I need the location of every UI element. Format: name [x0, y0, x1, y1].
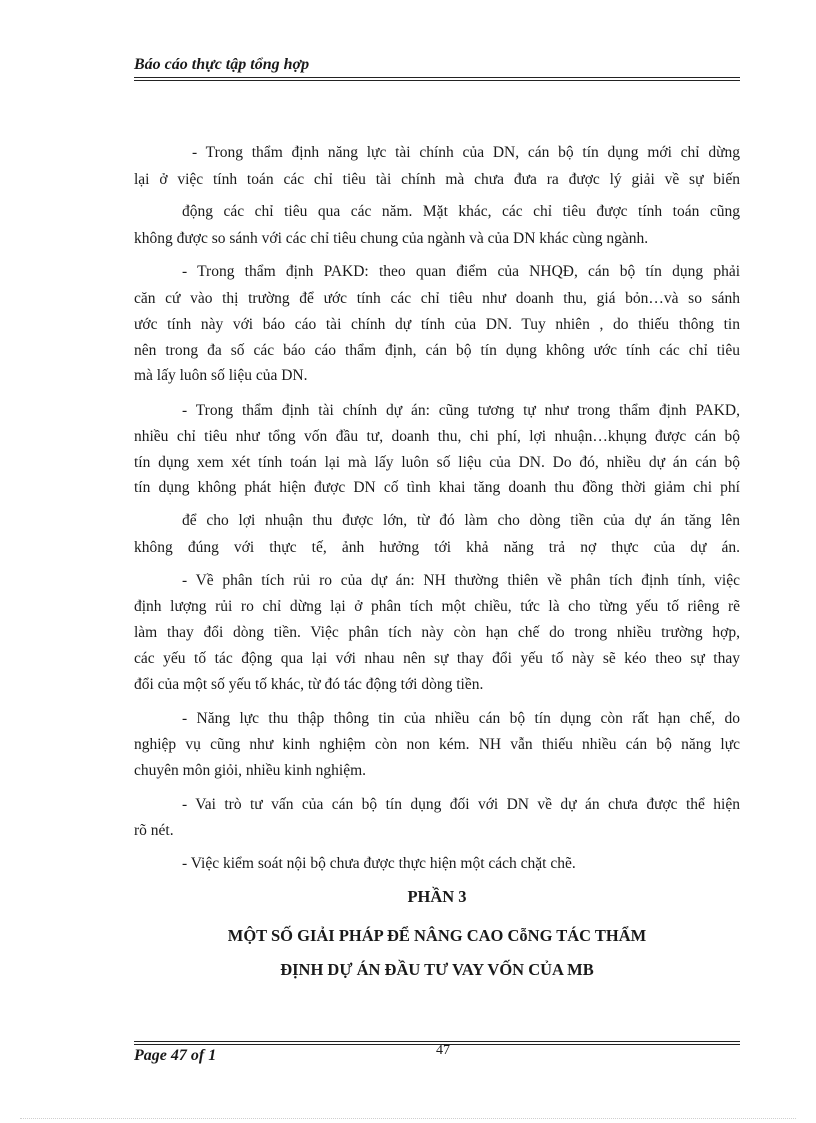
body-line: nghiệp vụ cũng như kinh nghiệm còn non kém. NH vẫn thiếu nhiều cán bộ năng lực: [134, 736, 740, 753]
body-line: định lượng rủi ro chỉ dừng lại ở phân tích một chiều, tức là cho từng yếu tố riêng rẽ: [134, 598, 740, 615]
body-line: nên trong đa số các báo cáo thẩm định, cán bộ tín dụng không ước tính các chỉ tiêu: [134, 342, 740, 359]
section-title-line1: MỘT SỐ GIẢI PHÁP ĐỂ NÂNG CAO CỗNG TÁC THẨM: [227, 926, 647, 945]
body-line: - Trong thẩm định tài chính dự án: cũng tương tự như trong thẩm định PAKD,: [182, 402, 740, 419]
body-line: - Việc kiểm soát nội bộ chưa được thực hiện một cách chặt chẽ.: [182, 855, 576, 872]
footer-rule-top: [134, 1041, 740, 1042]
page-boundary: [20, 1118, 796, 1119]
body-line: - Trong thẩm định năng lực tài chính của DN, cán bộ tín dụng mới chỉ dừng: [192, 144, 740, 161]
body-line: mà lấy luôn số liệu của DN.: [134, 367, 308, 384]
body-line: - Về phân tích rủi ro của dự án: NH thường thiên về phân tích định tính, việc: [182, 572, 740, 589]
body-line: - Vai trò tư vấn của cán bộ tín dụng đối với DN về dự án chưa được thể hiện: [182, 796, 740, 813]
section-title-line2: ĐỊNH DỰ ÁN ĐẦU TƯ VAY VỐN CỦA MB: [280, 960, 594, 979]
body-line: không được so sánh với các chỉ tiêu chung của ngành và của DN khác cùng ngành.: [134, 230, 649, 247]
body-line: căn cứ vào thị trường để ước tính các chỉ tiêu như doanh thu, giá bỏn…và so sánh: [134, 290, 740, 307]
body-line: các yếu tố tác động qua lại với nhau nên sự thay đổi yếu tố này sẽ kéo theo sự thay: [134, 650, 740, 667]
body-line: không đúng với thực tế, ảnh hưởng tới khả năng trả nợ thực của dự án.: [134, 539, 740, 556]
body-line: tín dụng xem xét tính toán lại mà lấy luôn số liệu của DN. Do đó, nhiều dự án cán bộ: [134, 454, 740, 471]
body-line: làm thay đổi dòng tiền. Việc phân tích này còn hạn chế do trong nhiều trường hợp,: [134, 624, 740, 641]
header-title: Báo cáo thực tập tổng hợp: [134, 56, 310, 73]
body-line: động các chỉ tiêu qua các năm. Mặt khác, các chỉ tiêu được tính toán cũng: [182, 203, 740, 220]
header-rule-top: [134, 77, 740, 78]
body-line: tín dụng không phát hiện được DN cố tình khai tăng doanh thu đồng thời giảm chi phí: [134, 479, 740, 496]
body-line: đổi của một số yếu tố khác, từ đó tác động tới dòng tiền.: [134, 676, 484, 693]
body-line: lại ở việc tính toán các chỉ tiêu tài chính mà chưa đưa ra được lý giải về sự biến: [134, 171, 740, 188]
header-rule-bottom: [134, 80, 740, 81]
body-line: nhiều chỉ tiêu như tổng vốn đầu tư, doanh thu, chi phí, lợi nhuận…khụng được cán bộ: [134, 428, 740, 445]
part-label: PHẦN 3: [407, 887, 467, 906]
body-line: - Năng lực thu thập thông tin của nhiều cán bộ tín dụng còn rất hạn chế, do: [182, 710, 740, 727]
page-number: 47: [436, 1043, 450, 1058]
body-line: ước tính này với báo cáo tài chính dự tính của DN. Tuy nhiên , do thiếu thông tin: [134, 316, 740, 333]
footer-page-label: Page 47 of 1: [134, 1047, 217, 1064]
body-line: rõ nét.: [134, 822, 174, 839]
body-line: - Trong thẩm định PAKD: theo quan điểm của NHQĐ, cán bộ tín dụng phải: [182, 263, 740, 280]
body-line: để cho lợi nhuận thu được lớn, từ đó làm cho dòng tiền của dự án tăng lên: [182, 512, 740, 529]
body-line: chuyên môn giỏi, nhiều kinh nghiệm.: [134, 762, 367, 779]
